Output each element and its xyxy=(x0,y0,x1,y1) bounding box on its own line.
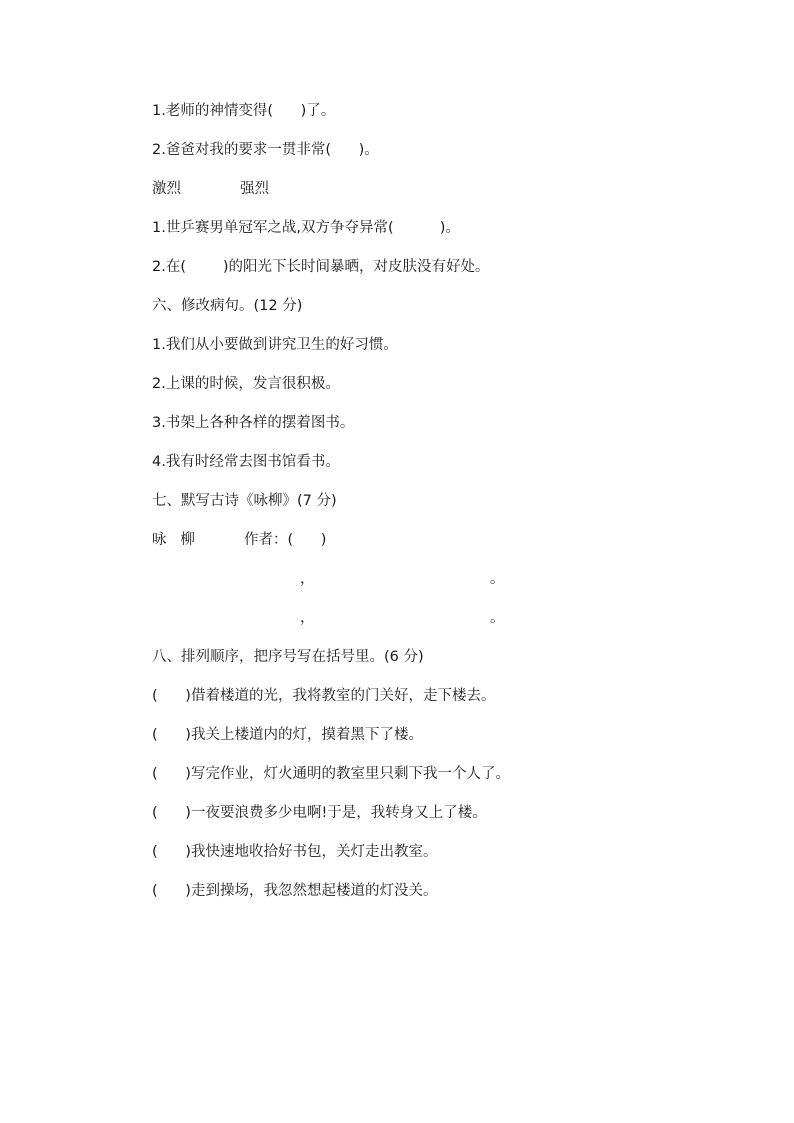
sentence-correction-item: 4.我有时经常去图书馆看书。 xyxy=(152,454,340,470)
section-6-heading: 六、修改病句。(12 分) xyxy=(152,298,303,314)
ordering-item: ( )我关上楼道内的灯，摸着黑下了楼。 xyxy=(152,727,423,743)
word-choice-b: 强烈 xyxy=(240,181,269,197)
section-7-heading: 七、默写古诗《咏柳》(7 分) xyxy=(152,493,337,509)
poem-author-label: 作者：( ) xyxy=(244,532,327,548)
word-choice-a: 激烈 xyxy=(152,181,181,197)
poem-title: 咏 柳 xyxy=(152,532,195,548)
poem-line-1-comma: ， xyxy=(300,571,315,587)
section-8-heading: 八、排列顺序，把序号写在括号里。(6 分) xyxy=(152,649,424,665)
ordering-item: ( )写完作业，灯火通明的教室里只剩下我一个人了。 xyxy=(152,766,510,782)
sentence-correction-item: 2.上课的时候，发言很积极。 xyxy=(152,376,340,392)
poem-line-1-period: 。 xyxy=(490,571,505,587)
fill-in-question-4: 2.在( )的阳光下长时间暴晒，对皮肤没有好处。 xyxy=(152,259,490,275)
ordering-item: ( )一夜要浪费多少电啊!于是，我转身又上了楼。 xyxy=(152,805,487,821)
sentence-correction-item: 3.书架上各种各样的摆着图书。 xyxy=(152,415,355,431)
poem-line-2-comma: ， xyxy=(300,610,315,626)
fill-in-question-1: 1.老师的神情变得( )了。 xyxy=(152,103,336,119)
sentence-correction-item: 1.我们从小要做到讲究卫生的好习惯。 xyxy=(152,337,398,353)
fill-in-question-2: 2.爸爸对我的要求一贯非常( )。 xyxy=(152,142,379,158)
poem-line-2-period: 。 xyxy=(490,610,505,626)
fill-in-question-3: 1.世乒赛男单冠军之战,双方争夺异常( )。 xyxy=(152,220,460,236)
ordering-item: ( )我快速地收拾好书包，关灯走出教室。 xyxy=(152,844,438,860)
ordering-item: ( )借着楼道的光，我将教室的门关好，走下楼去。 xyxy=(152,688,496,704)
ordering-item: ( )走到操场，我忽然想起楼道的灯没关。 xyxy=(152,883,438,899)
